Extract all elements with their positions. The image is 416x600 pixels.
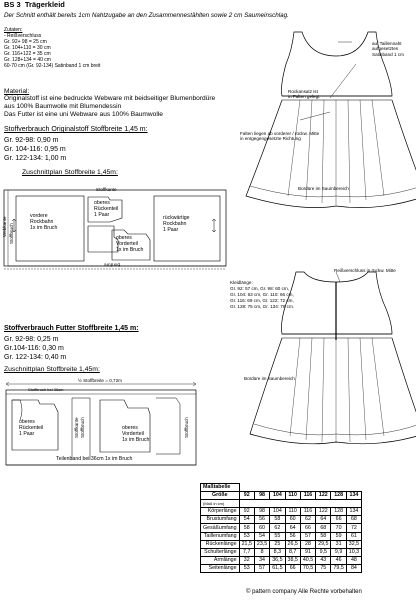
zutaten-line: 60-70 cm (Gr. 92-134) Satinband 1 cm breit	[4, 63, 101, 69]
row-label: Seitenlänge	[201, 564, 240, 572]
table-cell: 9,9	[331, 548, 346, 556]
table-cell: 56	[254, 516, 269, 524]
lining-bottom-label: Teilenband bei 36cm 1x im Bruch	[56, 456, 133, 462]
pattern-name: Trägerkleid	[24, 0, 65, 9]
table-cell: 43	[316, 556, 331, 564]
table-cell: 62	[270, 524, 285, 532]
table-cell: 23,5	[254, 540, 269, 548]
table-cell: 48	[346, 556, 361, 564]
fold-label-2: Stoffbruch	[80, 417, 85, 438]
table-cell: 84	[346, 564, 361, 572]
measurement-table	[200, 483, 362, 573]
stoffkante-label: Stoffkante	[96, 187, 117, 192]
table-cell: 61,5	[270, 564, 285, 572]
table-cell: 32,5	[346, 540, 361, 548]
table-cell: 58	[239, 524, 254, 532]
size-header: 104	[270, 492, 285, 500]
stoffverbrauch-row: Gr. 104-116: 0,95 m	[4, 146, 66, 153]
fold-label-1: Stoffkante	[74, 417, 79, 438]
table-cell: 32	[239, 556, 254, 564]
fold-label-3: Stoffbruch	[184, 417, 189, 438]
size-header: 98	[254, 492, 269, 500]
table-cell: 110	[285, 508, 300, 516]
table-cell: 66	[331, 516, 346, 524]
table-cell: 128	[331, 508, 346, 516]
table-row	[201, 540, 362, 548]
unit-note: (Maß in cm)	[201, 500, 240, 508]
label-rockansatz: Rockansatz ist in Falten gelegt	[288, 89, 320, 100]
zuschnittplan-heading: Zuschnittplan Stoffbreite 1,45m:	[22, 169, 118, 176]
table-cell: 54	[254, 532, 269, 540]
table-cell: 53	[239, 564, 254, 572]
material-heading: Material:	[4, 88, 30, 95]
zuschnittplan2-heading: Zuschnittplan Stoffbreite 1,45m:	[4, 366, 100, 373]
table-cell: 31	[331, 540, 346, 548]
row-label: Rückenlänge	[201, 540, 240, 548]
table-row	[201, 484, 362, 492]
table-cell: 55	[270, 532, 285, 540]
kleidlaenge-line: Gr. 92: 57 cm, Gr. 98: 60 cm,	[230, 286, 289, 291]
futter-row: Gr. 122-134: 0,40 m	[4, 354, 67, 361]
table-cell: 68	[346, 516, 361, 524]
table-cell: 66	[285, 564, 300, 572]
row-label: Gesäßumfang	[201, 524, 240, 532]
material-line: Das Futter ist eine uni Webware aus 100% Baumwolle	[4, 111, 163, 118]
material-line: aus 100% Baumwolle mit Blumendessin	[4, 103, 122, 110]
table-row	[201, 508, 362, 516]
label-falten: Falten liegen ab vorderer / rückw. Mitte in entgegengesetzte Richtung	[240, 131, 320, 142]
table-cell: 91	[300, 548, 315, 556]
row-label: Brustumfang	[201, 516, 240, 524]
table-cell: 70,5	[300, 564, 315, 572]
table-cell: 29,5	[316, 540, 331, 548]
zutaten-line: - Reißverschluss	[4, 33, 42, 39]
table-cell: 25	[270, 540, 285, 548]
table-cell: 40,5	[300, 556, 315, 564]
table-cell: 28	[300, 540, 315, 548]
pattern-code: BS 3	[4, 0, 21, 9]
label-bordure-front: Bordüre im Saumbereich	[298, 186, 349, 191]
table-cell: 70	[331, 524, 346, 532]
table-cell: 60	[254, 524, 269, 532]
table-cell: 34	[254, 556, 269, 564]
row-label: Taillenumfang	[201, 532, 240, 540]
size-header: 128	[331, 492, 346, 500]
table-cell: 54	[239, 516, 254, 524]
table-cell: 8,3	[270, 548, 285, 556]
stoffbruch-label: Stoffbruch	[9, 223, 14, 244]
piece-back-bodice: oberes Rückenteil 1 Paar	[94, 200, 119, 218]
table-row	[201, 556, 362, 564]
table-cell: 61	[346, 532, 361, 540]
table-row	[201, 500, 362, 508]
size-header: 116	[300, 492, 315, 500]
table-cell: 56	[285, 532, 300, 540]
table-cell: 116	[300, 508, 315, 516]
table-cell: 60	[285, 516, 300, 524]
futter-row: Gr. 92-98: 0,25 m	[4, 336, 59, 343]
zutaten-line: Gr. 116+122 = 35 cm	[4, 51, 51, 57]
stoffbruch-top-label: Stoffbruch bei 36cm	[28, 387, 64, 392]
table-row	[201, 516, 362, 524]
half-width-label: ½ Stoffbreite = 0,72m	[78, 378, 122, 383]
table-cell: 7,7	[239, 548, 254, 556]
table-cell: 58	[270, 516, 285, 524]
table-cell: 8	[254, 548, 269, 556]
table-cell: 62	[300, 516, 315, 524]
table-row	[201, 564, 362, 572]
piece-lining-back: oberes Rückenteil 1 Paar	[19, 419, 44, 437]
size-header: 92	[239, 492, 254, 500]
kleidlaenge-line: Gr. 104: 63 cm, Gr. 110: 66 cm,	[230, 292, 294, 297]
table-row	[201, 532, 362, 540]
table-row	[201, 524, 362, 532]
table-cell: 9,5	[316, 548, 331, 556]
footer-copyright: © pattern company Alle Rechte vorbehalten	[246, 589, 362, 595]
size-header: 122	[316, 492, 331, 500]
table-cell: 58	[316, 532, 331, 540]
futter-row: Gr.104-116: 0,30 m	[4, 345, 64, 352]
table-cell: 59	[331, 532, 346, 540]
size-header: 134	[346, 492, 361, 500]
table-row	[201, 548, 362, 556]
kleidlaenge-line: Gr. 128: 75 cm, Gr. 134: 78 cm.	[230, 304, 295, 309]
zutaten-line: Gr. 104+110 = 30 cm	[4, 45, 51, 51]
zutaten-line: Gr. 92+ 98 = 25 cm	[4, 39, 47, 45]
table-cell: 10,3	[346, 548, 361, 556]
table-cell: 68	[316, 524, 331, 532]
label-bordure-back: Bordüre im Saumbereich	[244, 376, 295, 381]
groesse-label: Größe	[201, 492, 240, 500]
table-cell: 92	[239, 508, 254, 516]
piece-front-skirt: vordere Rockbahn 1x im Bruch	[30, 213, 58, 231]
row-label: Armlänge	[201, 556, 240, 564]
table-cell: 26,5	[285, 540, 300, 548]
bordure-label: Bordüre	[104, 262, 121, 268]
zutaten-line: Gr. 128+134 = 40 cm	[4, 57, 51, 63]
table-title: Maßtabelle	[201, 484, 240, 492]
kleidlaenge-line: Gr. 116: 69 cm, Gr. 122: 72 cm,	[230, 298, 294, 303]
zutaten-heading: Zutaten:	[4, 27, 23, 33]
table-cell: 64	[316, 516, 331, 524]
stoffverbrauch-row: Gr. 122-134: 1,00 m	[4, 155, 67, 162]
table-cell: 21,5	[239, 540, 254, 548]
table-cell: 122	[316, 508, 331, 516]
table-cell: 46	[331, 556, 346, 564]
table-cell: 72	[346, 524, 361, 532]
table-cell: 38,5	[285, 556, 300, 564]
piece-front-bodice: oberes Vorderteil 1x im Bruch	[116, 235, 144, 253]
table-cell: 66	[300, 524, 315, 532]
table-cell: 104	[270, 508, 285, 516]
table-cell: 64	[285, 524, 300, 532]
label-kleidlaenge: Kleidlänge:	[230, 280, 253, 285]
table-cell: 75	[316, 564, 331, 572]
size-header: 110	[285, 492, 300, 500]
table-row	[201, 492, 362, 500]
table-cell: 134	[346, 508, 361, 516]
table-cell: 53	[239, 532, 254, 540]
label-satinband: auf Taillennaht aufgesetztes Satinband 1 cm	[372, 41, 404, 57]
piece-back-skirt: rückwärtige Rockbahn 1 Paar	[163, 215, 190, 233]
intro-text: Der Schnitt enthält bereits 1cm Nahtzugabe an den Zusammennestählten sowie 2 cm Saumeinschlag.	[4, 12, 289, 19]
stoffverbrauch-heading: Stoffverbrauch Originalstoff Stoffbreite 1,45 m:	[4, 126, 148, 133]
webkante-label: Webkante	[2, 216, 7, 237]
label-reissverschluss: Reißverschluss in rückw. Mitte	[334, 268, 396, 273]
table-cell: 98	[254, 508, 269, 516]
row-label: Körperlänge	[201, 508, 240, 516]
material-line: Originalstoff ist eine bedruckte Webware mit beidseitiger Blumenbordüre	[4, 95, 216, 102]
table-cell: 57	[254, 564, 269, 572]
table-cell: 8,7	[285, 548, 300, 556]
table-cell: 36,5	[270, 556, 285, 564]
table-cell: 57	[300, 532, 315, 540]
row-label: Schulterlänge	[201, 548, 240, 556]
stoffverbrauch-row: Gr. 92-98: 0,90 m	[4, 137, 59, 144]
table-cell: 79,5	[331, 564, 346, 572]
futter-heading: Stoffverbrauch Futter Stoffbreite 1,45 m:	[4, 325, 139, 332]
piece-lining-front: oberes Vorderteil 1x im Bruch	[122, 425, 150, 443]
